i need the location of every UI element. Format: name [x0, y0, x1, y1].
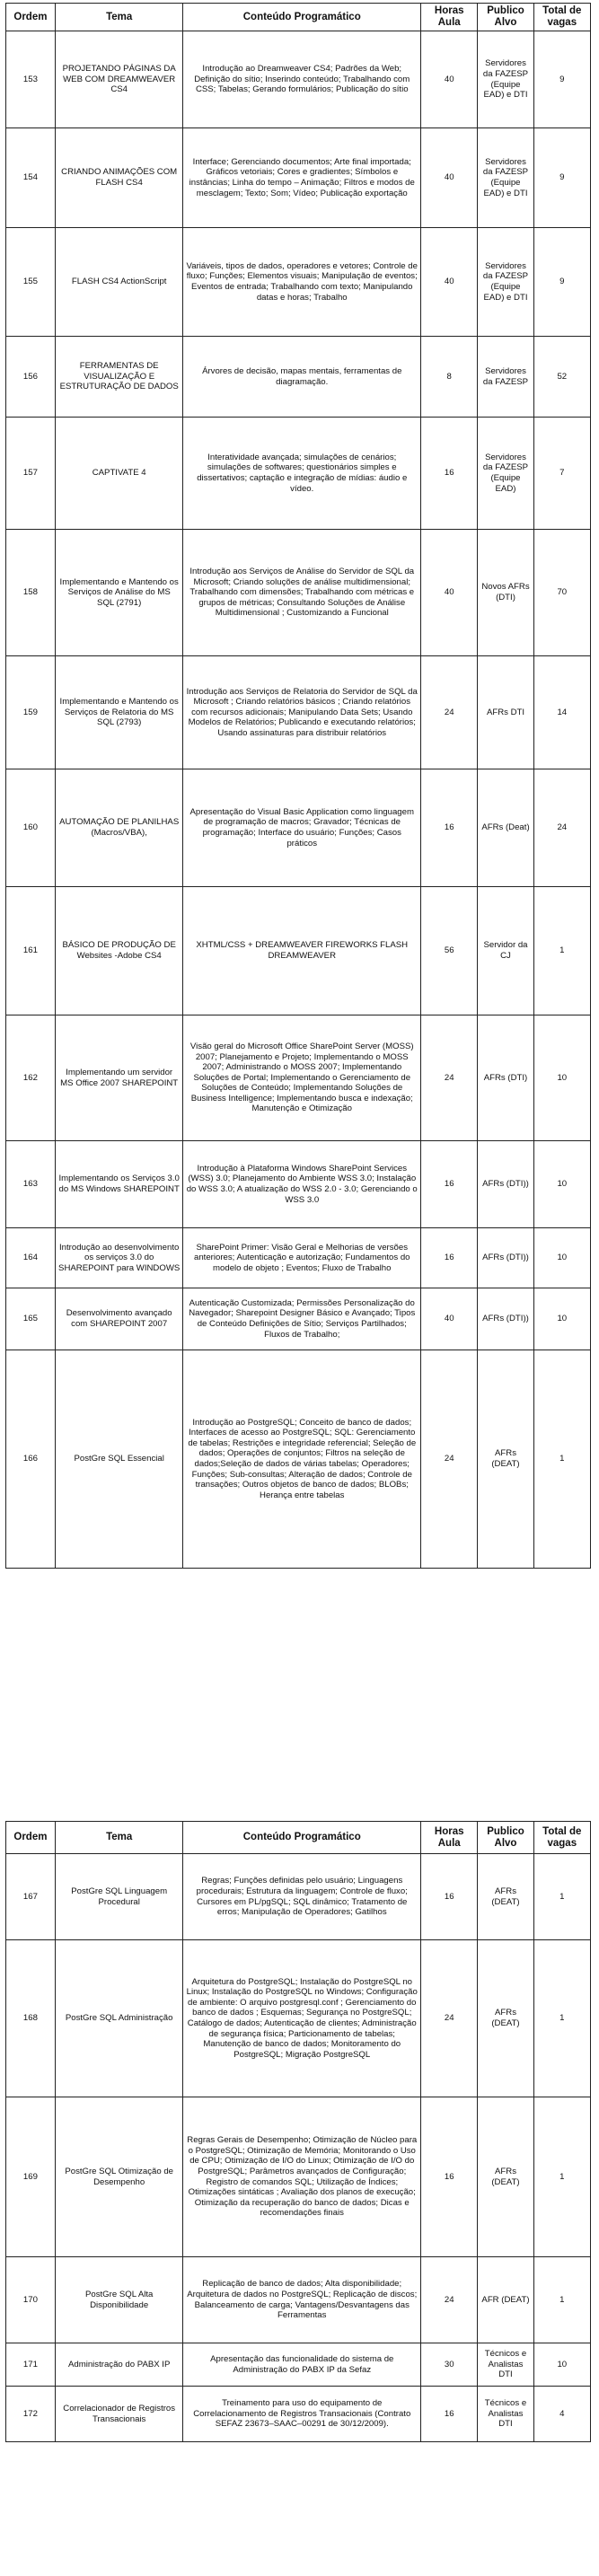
horas-cell: 16 [421, 1854, 478, 1940]
ordem-cell: 170 [6, 2257, 56, 2343]
publico-cell: AFRs DTI [478, 656, 533, 769]
tema-cell: PostGre SQL Alta Disponibilidade [55, 2257, 183, 2343]
publico-cell: AFRs (DTI)) [478, 1288, 533, 1350]
conteudo-cell: Árvores de decisão, mapas mentais, ferramentas de diagramação. [183, 337, 421, 418]
total-cell: 7 [533, 418, 590, 530]
tema-cell: PostGre SQL Linguagem Procedural [55, 1854, 183, 1940]
conteudo-cell: Treinamento para uso do equipamento de Correlacionamento de Registros Transacionais (Contrato SEFAZ 23673–SAAC–00291 de 30/12/2009). [183, 2387, 421, 2442]
total-cell: 9 [533, 31, 590, 128]
publico-cell: AFR (DEAT) [478, 2257, 533, 2343]
ordem-cell: 153 [6, 31, 56, 128]
tema-cell: AUTOMAÇÃO DE PLANILHAS (Macros/VBA), [55, 769, 183, 887]
table-row [6, 1015, 591, 1141]
horas-cell: 40 [421, 228, 478, 337]
conteudo-cell: Interatividade avançada; simulações de cenários; simulações de softwares; questionários simples e dissertativos; captação e integração de mídias: áudio e vídeo. [183, 418, 421, 530]
total-cell: 70 [533, 530, 590, 656]
total-cell: 1 [533, 2097, 590, 2257]
table-row [6, 1141, 591, 1228]
total-cell: 9 [533, 228, 590, 337]
horas-cell: 16 [421, 1228, 478, 1288]
header-tema: Tema [55, 4, 183, 31]
total-cell: 1 [533, 1350, 590, 1569]
table-row [6, 228, 591, 337]
courses-table-2 [5, 1821, 591, 2442]
table-row [6, 769, 591, 887]
ordem-cell: 167 [6, 1854, 56, 1940]
conteudo-cell: Introdução aos Serviços de Relatoria do Servidor de SQL da Microsoft ; Criando relatórios básicos ; Criando relatórios com recursos adicionais; Manipulando Data Sets; Usando Modelos de Relatórios; Publicando e executando relatórios; Usando assinaturas para distribuir relatórios [183, 656, 421, 769]
horas-cell: 16 [421, 769, 478, 887]
total-cell: 10 [533, 1228, 590, 1288]
publico-cell: AFRs (DEAT) [478, 1854, 533, 1940]
ordem-cell: 162 [6, 1015, 56, 1141]
table-row [6, 656, 591, 769]
ordem-cell: 164 [6, 1228, 56, 1288]
horas-cell: 24 [421, 1015, 478, 1141]
publico-cell: AFRs (DTI)) [478, 1141, 533, 1228]
horas-cell: 16 [421, 1141, 478, 1228]
publico-cell: AFRs (DTI)) [478, 1228, 533, 1288]
ordem-cell: 157 [6, 418, 56, 530]
ordem-cell: 169 [6, 2097, 56, 2257]
horas-cell: 56 [421, 887, 478, 1015]
ordem-cell: 163 [6, 1141, 56, 1228]
conteudo-cell: Replicação de banco de dados; Alta disponibilidade; Arquitetura de dados no PostgreSQL; Replicação de discos; Balanceamento de carga; Vantagens/Desvantagens das Ferramentas [183, 2257, 421, 2343]
horas-cell: 40 [421, 530, 478, 656]
conteudo-cell: Visão geral do Microsoft Office SharePoint Server (MOSS) 2007; Planejamento e Projeto; Implementando o MOSS 2007; Administrando o MOSS 2007; Implementando Soluções de Portal; Implementando o Gerenciamento de Soluções de Conteúdo; Implementando Soluções de Business Intelligence; Implementando busca e indexação; Manutenção e Otimização [183, 1015, 421, 1141]
ordem-cell: 159 [6, 656, 56, 769]
conteudo-cell: Apresentação das funcionalidade do sistema de Administração do PABX IP da Sefaz [183, 2343, 421, 2387]
header-conteudo: Conteúdo Programático [183, 1822, 421, 1854]
conteudo-cell: Introdução ao PostgreSQL; Conceito de banco de dados; Interfaces de acesso ao PostgreSQL; SQL: Gerenciamento de tabelas; Restrições e integridade referencial; Seleção de dados; Operações de conjuntos; Filtros na seleção de dados;Seleção de dados de várias tabelas; Operadores; Funções; Sub-consultas; Alteração de dados; Controle de transações; Outros objetos de banco de dados; BLOBs; Herança entre tabelas [183, 1350, 421, 1569]
conteudo-cell: Regras Gerais de Desempenho; Otimização de Núcleo para o PostgreSQL; Otimização de Memória; Monitorando o Uso de CPU; Otimização de I/O do Linux; Otimização de I/O do PostgreSQL; Parâmetros avançados de Configuração; Registro de comandos SQL; Utilização de Índices; Otimizações sintáticas ; Avaliação dos planos de execução; Otimização da recuperação do banco de dados; Dicas e recomendações finais [183, 2097, 421, 2257]
tema-cell: Introdução ao desenvolvimento os serviços 3.0 do SHAREPOINT para WINDOWS [55, 1228, 183, 1288]
total-cell: 10 [533, 1288, 590, 1350]
horas-cell: 40 [421, 31, 478, 128]
publico-cell: Técnicos e Analistas DTI [478, 2343, 533, 2387]
tema-cell: Implementando e Mantendo os Serviços de Análise do MS SQL (2791) [55, 530, 183, 656]
conteudo-cell: Introdução aos Serviços de Análise do Servidor de SQL da Microsoft; Criando soluções de análise multidimensional; Trabalhando com dimensões; Trabalhando com métricas e grupos de métricas; Consultando Soluções de Análise Multidimensional ; Customizando a Funcional [183, 530, 421, 656]
header-horas: Horas Aula [421, 1822, 478, 1854]
tema-cell: Implementando os Serviços 3.0 do MS Windows SHAREPOINT [55, 1141, 183, 1228]
table-row [6, 337, 591, 418]
total-cell: 9 [533, 128, 590, 228]
conteudo-cell: Interface; Gerenciando documentos; Arte final importada; Gráficos vetoriais; Cores e gradientes; Símbolos e instâncias; Linha do tempo – Animação; Filtros e modos de mesclagem; Texto; Som; Vídeo; Publicação exportação [183, 128, 421, 228]
tema-cell: PostGre SQL Otimização de Desempenho [55, 2097, 183, 2257]
tema-cell: BÁSICO DE PRODUÇÃO DE Websites -Adobe CS4 [55, 887, 183, 1015]
conteudo-cell: SharePoint Primer: Visão Geral e Melhorias de versões anteriores; Autenticação e autorização; Fundamentos do modelo de objeto ; Eventos; Fluxo de Trabalho [183, 1228, 421, 1288]
horas-cell: 30 [421, 2343, 478, 2387]
conteudo-cell: Introdução à Plataforma Windows SharePoint Services (WSS) 3.0; Planejamento do Ambiente WSS 3.0; Instalação do WSS 3.0; A atualização do WSS 2.0 - 3.0; Gerenciando o WSS 3.0 [183, 1141, 421, 1228]
total-cell: 1 [533, 1940, 590, 2097]
header-tema: Tema [55, 1822, 183, 1854]
tema-cell: PROJETANDO PÁGINAS DA WEB COM DREAMWEAVER CS4 [55, 31, 183, 128]
tema-cell: PostGre SQL Administração [55, 1940, 183, 2097]
total-cell: 1 [533, 887, 590, 1015]
publico-cell: Servidores da FAZESP [478, 337, 533, 418]
publico-cell: Servidores da FAZESP (Equipe EAD) e DTI [478, 128, 533, 228]
table-row [6, 1228, 591, 1288]
table-row [6, 418, 591, 530]
table-row [6, 1854, 591, 1940]
horas-cell: 16 [421, 418, 478, 530]
table-row [6, 2387, 591, 2442]
ordem-cell: 165 [6, 1288, 56, 1350]
tema-cell: FLASH CS4 ActionScript [55, 228, 183, 337]
conteudo-cell: Variáveis, tipos de dados, operadores e vetores; Controle de fluxo; Funções; Elementos visuais; Manipulação de eventos; Eventos de entrada; Trabalhando com texto; Manipulando datas e horas; Trabalho [183, 228, 421, 337]
conteudo-cell: Autenticação Customizada; Permissões Personalização do Navegador; Sharepoint Designer Básico e Avançado; Tipos de Conteúdo Definições de Sítio; Serviços Partilhados; Fluxos de Trabalho; [183, 1288, 421, 1350]
ordem-cell: 155 [6, 228, 56, 337]
courses-table-1 [5, 3, 591, 1569]
header-total: Total de vagas [533, 4, 590, 31]
horas-cell: 40 [421, 128, 478, 228]
table-row [6, 128, 591, 228]
conteudo-cell: Apresentação do Visual Basic Application como linguagem de programação de macros; Gravador; Técnicas de programação; Interface do usuário; Funções; Casos práticos [183, 769, 421, 887]
ordem-cell: 160 [6, 769, 56, 887]
tema-cell: Administração do PABX IP [55, 2343, 183, 2387]
total-cell: 10 [533, 2343, 590, 2387]
header-ordem: Ordem [6, 1822, 56, 1854]
publico-cell: Servidores da FAZESP (Equipe EAD) [478, 418, 533, 530]
publico-cell: Novos AFRs (DTI) [478, 530, 533, 656]
ordem-cell: 166 [6, 1350, 56, 1569]
ordem-cell: 171 [6, 2343, 56, 2387]
ordem-cell: 161 [6, 887, 56, 1015]
horas-cell: 24 [421, 656, 478, 769]
conteudo-cell: Regras; Funções definidas pelo usuário; Linguagens procedurais; Estrutura da linguagem; Controle de fluxo; Cursores em PL/pgSQL; SQL dinâmico; Tratamento de erros; Manipulação de Operadores; Gatilhos [183, 1854, 421, 1940]
total-cell: 52 [533, 337, 590, 418]
publico-cell: AFRs (DEAT) [478, 1940, 533, 2097]
conteudo-cell: Introdução ao Dreamweaver CS4; Padrões da Web; Definição do sítio; Inserindo conteúdo; Trabalhando com CSS; Tabelas; Gerando formulários; Publicação do sítio [183, 31, 421, 128]
table-row [6, 2343, 591, 2387]
header-row [6, 1822, 591, 1854]
header-horas: Horas Aula [421, 4, 478, 31]
tema-cell: PostGre SQL Essencial [55, 1350, 183, 1569]
table-row [6, 2257, 591, 2343]
publico-cell: AFRs (Deat) [478, 769, 533, 887]
ordem-cell: 172 [6, 2387, 56, 2442]
total-cell: 10 [533, 1015, 590, 1141]
publico-cell: AFRs (DTI) [478, 1015, 533, 1141]
publico-cell: Servidores da FAZESP (Equipe EAD) e DTI [478, 31, 533, 128]
tema-cell: Implementando e Mantendo os Serviços de Relatoria do MS SQL (2793) [55, 656, 183, 769]
tema-cell: CAPTIVATE 4 [55, 418, 183, 530]
total-cell: 1 [533, 2257, 590, 2343]
publico-cell: AFRs (DEAT) [478, 2097, 533, 2257]
publico-cell: AFRs (DEAT) [478, 1350, 533, 1569]
total-cell: 1 [533, 1854, 590, 1940]
horas-cell: 16 [421, 2387, 478, 2442]
total-cell: 24 [533, 769, 590, 887]
conteudo-cell: XHTML/CSS + DREAMWEAVER FIREWORKS FLASH DREAMWEAVER [183, 887, 421, 1015]
publico-cell: Servidor da CJ [478, 887, 533, 1015]
header-publico: Publico Alvo [478, 1822, 533, 1854]
header-publico: Publico Alvo [478, 4, 533, 31]
tema-cell: Correlacionador de Registros Transacionais [55, 2387, 183, 2442]
tema-cell: FERRAMENTAS DE VISUALIZAÇÃO E ESTRUTURAÇÃO DE DADOS [55, 337, 183, 418]
horas-cell: 16 [421, 2097, 478, 2257]
horas-cell: 24 [421, 2257, 478, 2343]
horas-cell: 8 [421, 337, 478, 418]
header-total: Total de vagas [533, 1822, 590, 1854]
total-cell: 14 [533, 656, 590, 769]
table-row [6, 1940, 591, 2097]
ordem-cell: 154 [6, 128, 56, 228]
ordem-cell: 156 [6, 337, 56, 418]
tema-cell: Implementando um servidor MS Office 2007 SHAREPOINT [55, 1015, 183, 1141]
table-row [6, 1350, 591, 1569]
header-ordem: Ordem [6, 4, 56, 31]
header-conteudo: Conteúdo Programático [183, 4, 421, 31]
tema-cell: CRIANDO ANIMAÇÕES COM FLASH CS4 [55, 128, 183, 228]
total-cell: 4 [533, 2387, 590, 2442]
table-row [6, 530, 591, 656]
table-row [6, 2097, 591, 2257]
horas-cell: 24 [421, 1350, 478, 1569]
total-cell: 10 [533, 1141, 590, 1228]
publico-cell: Técnicos e Analistas DTI [478, 2387, 533, 2442]
horas-cell: 24 [421, 1940, 478, 2097]
tema-cell: Desenvolvimento avançado com SHAREPOINT 2007 [55, 1288, 183, 1350]
table-row [6, 887, 591, 1015]
ordem-cell: 158 [6, 530, 56, 656]
table-row [6, 1288, 591, 1350]
horas-cell: 40 [421, 1288, 478, 1350]
ordem-cell: 168 [6, 1940, 56, 2097]
table-row [6, 31, 591, 128]
publico-cell: Servidores da FAZESP (Equipe EAD) e DTI [478, 228, 533, 337]
header-row [6, 4, 591, 31]
conteudo-cell: Arquitetura do PostgreSQL; Instalação do PostgreSQL no Linux; Instalação do PostgreSQL no Windows; Configuração de ambiente: O arquivo postgresql.conf ; Gerenciamento do banco de dados ; Esquemas; Segurança no PostgreSQL; Catálogo de dados; Autenticação de clientes; Administração de segurança física; Particionamento de tabelas; Manutenção de banco de dados; Monitoramento do PostgreSQL; Migração PostgreSQL [183, 1940, 421, 2097]
